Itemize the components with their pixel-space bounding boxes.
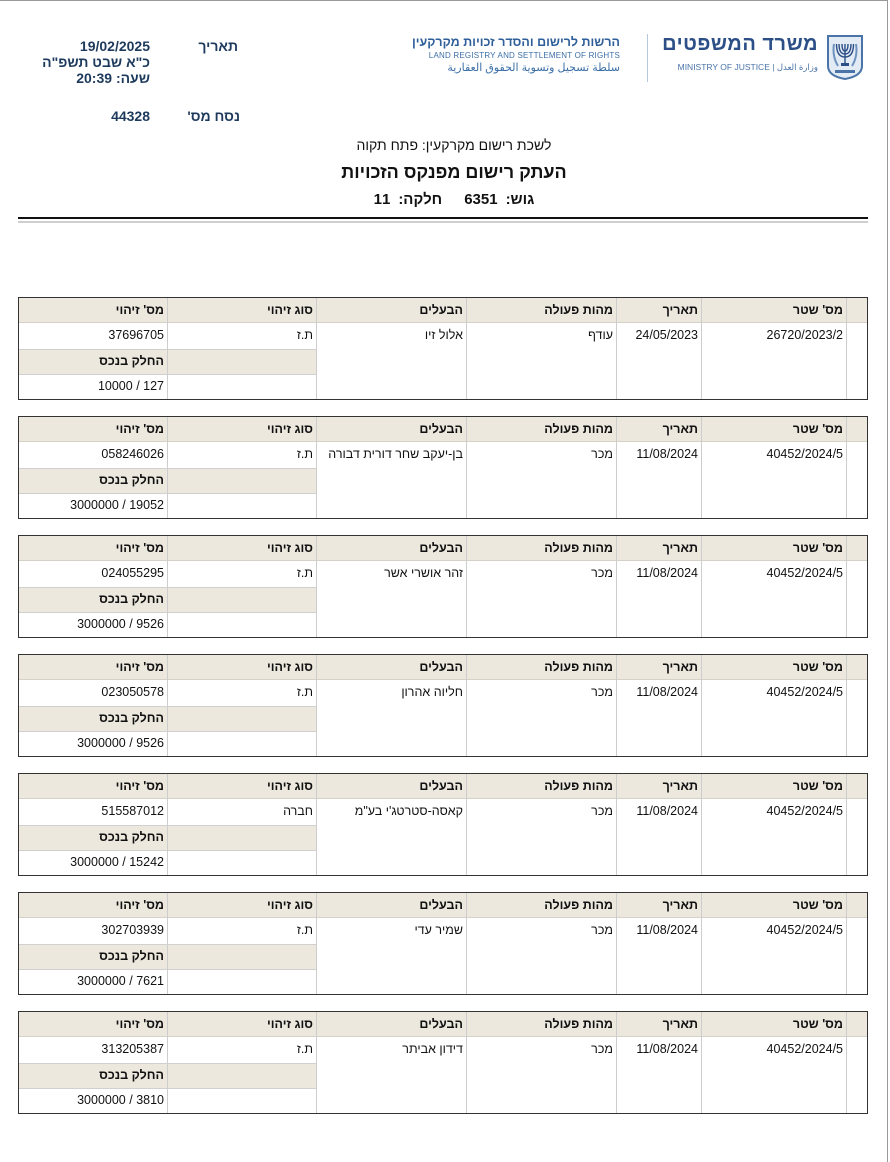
header-owners: הבעלים: [317, 536, 467, 561]
deed-number: 40452/2024/5: [766, 685, 843, 699]
share-value: 3810 / 3000000: [77, 1093, 164, 1107]
action-type: מכר: [591, 685, 613, 699]
id-number: 058246026: [101, 447, 164, 461]
logo-divider: [647, 34, 648, 82]
owner-name: קאסה-סטרטג'י בע"מ: [354, 804, 463, 818]
header-deed: מס' שטר: [702, 893, 847, 918]
deed-date: 11/08/2024: [636, 566, 698, 580]
helka-value: 11: [373, 191, 391, 208]
ministry-logo: [660, 33, 818, 73]
header-deed: מס' שטר: [702, 536, 847, 561]
deed-date: 11/08/2024: [636, 685, 698, 699]
ministry-name-he: משרד המשפטים: [662, 33, 818, 55]
header-owners: הבעלים: [317, 417, 467, 442]
date-block: [30, 38, 150, 86]
header-owners: הבעלים: [317, 893, 467, 918]
header-id-type: סוג זיהוי: [168, 893, 317, 918]
share-label: החלק בנכס: [99, 473, 164, 487]
parcel-info: [0, 191, 890, 208]
header-date: תאריך: [617, 1012, 702, 1037]
col-divider: [846, 298, 847, 399]
owner-name: אלול זיו: [424, 328, 463, 342]
time-label: שעה:: [115, 70, 150, 86]
version-label: נסח מס': [187, 108, 240, 124]
id-type: ת.ז: [296, 685, 313, 699]
row-divider: [19, 349, 317, 350]
share-value: 127 / 10000: [97, 379, 164, 393]
issue-time: [30, 70, 150, 86]
record-table: [18, 892, 868, 995]
record-table: [18, 1011, 868, 1114]
action-type: מכר: [591, 566, 613, 580]
action-type: עודף: [588, 328, 613, 342]
header-id-type: סוג זיהוי: [168, 655, 317, 680]
record-table: [18, 416, 868, 519]
record-table: [18, 297, 868, 400]
share-value: 9526 / 3000000: [77, 736, 164, 750]
col-divider: [846, 774, 847, 875]
header-date: תאריך: [617, 417, 702, 442]
registry-office: לשכת רישום מקרקעין: פתח תקוה: [356, 137, 552, 153]
header-deed: מס' שטר: [702, 655, 847, 680]
header-owners: הבעלים: [317, 298, 467, 323]
header-id-type: סוג זיהוי: [168, 298, 317, 323]
row-divider: [19, 468, 317, 469]
id-number: 302703939: [101, 923, 164, 937]
id-type: ת.ז: [296, 566, 313, 580]
col-divider: [616, 655, 617, 756]
header-spacer: [847, 417, 867, 442]
gush-label: גוש:: [505, 191, 535, 208]
row-divider: [19, 731, 317, 732]
header-id-type: סוג זיהוי: [168, 774, 317, 799]
deed-number: 40452/2024/5: [766, 447, 843, 461]
deed-number: 40452/2024/5: [766, 566, 843, 580]
deed-date: 11/08/2024: [636, 804, 698, 818]
header-date: תאריך: [617, 536, 702, 561]
ministry-name-en: MINISTRY OF JUSTICE: [677, 62, 770, 72]
header-id-number: מס' זיהוי: [19, 1012, 168, 1037]
row-divider: [19, 612, 317, 613]
header-id-number: מס' זיהוי: [19, 893, 168, 918]
header-id-number: מס' זיהוי: [19, 774, 168, 799]
share-label: החלק בנכס: [99, 949, 164, 963]
share-label: החלק בנכס: [99, 830, 164, 844]
header-id-number: מס' זיהוי: [19, 417, 168, 442]
owner-name: דידון אביתר: [402, 1042, 463, 1056]
id-number: 313205387: [101, 1042, 164, 1056]
header-deed: מס' שטר: [702, 298, 847, 323]
header-action: מהות פעולה: [467, 417, 617, 442]
header-spacer: [847, 774, 867, 799]
header-deed: מס' שטר: [702, 774, 847, 799]
row-divider: [19, 825, 317, 826]
col-divider: [466, 655, 467, 756]
header-deed: מס' שטר: [702, 1012, 847, 1037]
header-action: מהות פעולה: [467, 774, 617, 799]
row-divider: [19, 1088, 317, 1089]
header-spacer: [847, 1012, 867, 1037]
header-date: תאריך: [617, 893, 702, 918]
col-divider: [466, 417, 467, 518]
record-table: [18, 535, 868, 638]
ministry-name-ar: وزارة العدل: [776, 62, 818, 72]
land-registry-logo: [410, 35, 620, 74]
share-value: 19052 / 3000000: [70, 498, 164, 512]
deed-date: 24/05/2023: [635, 328, 698, 342]
row-divider: [19, 850, 317, 851]
gush-value: 6351: [464, 191, 498, 208]
row-divider: [19, 493, 317, 494]
header-action: מהות פעולה: [467, 536, 617, 561]
ministry-name-sub: وزارة العدل | MINISTRY OF JUSTICE: [677, 62, 818, 72]
header-date: תאריך: [617, 655, 702, 680]
document-title: העתק רישום מפנקס הזכויות: [341, 162, 567, 182]
action-type: מכר: [591, 1042, 613, 1056]
row-divider: [19, 1063, 317, 1064]
col-divider: [846, 655, 847, 756]
id-type: ת.ז: [296, 447, 313, 461]
col-divider: [616, 536, 617, 637]
col-divider: [701, 417, 702, 518]
deed-number: 40452/2024/5: [766, 804, 843, 818]
owner-name: זהר אושרי אשר: [384, 566, 463, 580]
id-type: ת.ז: [296, 1042, 313, 1056]
deed-number: 40452/2024/5: [766, 923, 843, 937]
col-divider: [701, 1012, 702, 1113]
record-table: [18, 654, 868, 757]
id-type: ת.ז: [296, 328, 313, 342]
owner-name: בן-יעקב שחר דורית דבורה: [328, 447, 463, 461]
header-owners: הבעלים: [317, 774, 467, 799]
deed-date: 11/08/2024: [636, 1042, 698, 1056]
share-label: החלק בנכס: [99, 354, 164, 368]
header-action: מהות פעולה: [467, 655, 617, 680]
header-date: תאריך: [617, 774, 702, 799]
col-divider: [701, 536, 702, 637]
share-value: 15242 / 3000000: [70, 855, 164, 869]
header-spacer: [847, 655, 867, 680]
agency-name-ar: سلطة تسجيل وتسوية الحقوق العقارية: [447, 62, 620, 74]
deed-date: 11/08/2024: [636, 447, 698, 461]
share-label: החלק בנכס: [99, 1068, 164, 1082]
col-divider: [701, 774, 702, 875]
col-divider: [616, 298, 617, 399]
header-owners: הבעלים: [317, 1012, 467, 1037]
date-label: תאריך: [198, 38, 238, 54]
owner-name: שמיר עדי: [414, 923, 463, 937]
deed-date: 11/08/2024: [636, 923, 698, 937]
col-divider: [701, 655, 702, 756]
share-value: 9526 / 3000000: [77, 617, 164, 631]
agency-name-en: LAND REGISTRY AND SETTLEMENT OF RIGHTS: [428, 51, 620, 60]
col-divider: [466, 536, 467, 637]
owner-name: חליוה אהרון: [401, 685, 463, 699]
col-divider: [616, 893, 617, 994]
time-value: 20:39: [76, 70, 113, 86]
agency-name-he: הרשות לרישום והסדר זכויות מקרקעין: [411, 35, 620, 49]
col-divider: [466, 298, 467, 399]
share-label: החלק בנכס: [99, 711, 164, 725]
col-divider: [846, 417, 847, 518]
header-owners: הבעלים: [317, 655, 467, 680]
id-number: 515587012: [101, 804, 164, 818]
header-spacer: [847, 893, 867, 918]
id-type: חברה: [283, 804, 313, 818]
id-number: 37696705: [108, 328, 164, 342]
col-divider: [701, 298, 702, 399]
row-divider: [19, 944, 317, 945]
header-date: תאריך: [617, 298, 702, 323]
col-divider: [616, 417, 617, 518]
row-divider: [19, 587, 317, 588]
menorah-emblem-icon: [826, 34, 864, 80]
header-id-type: סוג זיהוי: [168, 1012, 317, 1037]
col-divider: [846, 536, 847, 637]
col-divider: [466, 1012, 467, 1113]
share-value: 7621 / 3000000: [77, 974, 164, 988]
version-number: 44328: [111, 108, 150, 124]
header-action: מהות פעולה: [467, 298, 617, 323]
helka-label: חלקה:: [398, 191, 443, 208]
header-id-type: סוג זיהוי: [168, 536, 317, 561]
col-divider: [846, 1012, 847, 1113]
header-action: מהות פעולה: [467, 1012, 617, 1037]
col-divider: [466, 774, 467, 875]
header-deed: מס' שטר: [702, 417, 847, 442]
col-divider: [616, 774, 617, 875]
hebrew-date: כ"א שבט תשפ"ה: [42, 54, 150, 70]
issue-date: 19/02/2025: [79, 38, 150, 54]
col-divider: [846, 893, 847, 994]
row-divider: [19, 374, 317, 375]
header-action: מהות פעולה: [467, 893, 617, 918]
deed-number: 26720/2023/2: [766, 328, 843, 342]
col-divider: [616, 1012, 617, 1113]
deed-number: 40452/2024/5: [766, 1042, 843, 1056]
share-label: החלק בנכס: [99, 592, 164, 606]
title-rule-shadow: [18, 221, 868, 223]
action-type: מכר: [591, 447, 613, 461]
header-id-type: סוג זיהוי: [168, 417, 317, 442]
header-id-number: מס' זיהוי: [19, 298, 168, 323]
header-spacer: [847, 536, 867, 561]
record-table: [18, 773, 868, 876]
row-divider: [19, 969, 317, 970]
header-id-number: מס' זיהוי: [19, 536, 168, 561]
id-number: 024055295: [101, 566, 164, 580]
col-divider: [701, 893, 702, 994]
header-id-number: מס' זיהוי: [19, 655, 168, 680]
id-number: 023050578: [101, 685, 164, 699]
action-type: מכר: [591, 804, 613, 818]
col-divider: [466, 893, 467, 994]
id-type: ת.ז: [296, 923, 313, 937]
row-divider: [19, 706, 317, 707]
title-rule: [18, 217, 868, 219]
action-type: מכר: [591, 923, 613, 937]
header-spacer: [847, 298, 867, 323]
